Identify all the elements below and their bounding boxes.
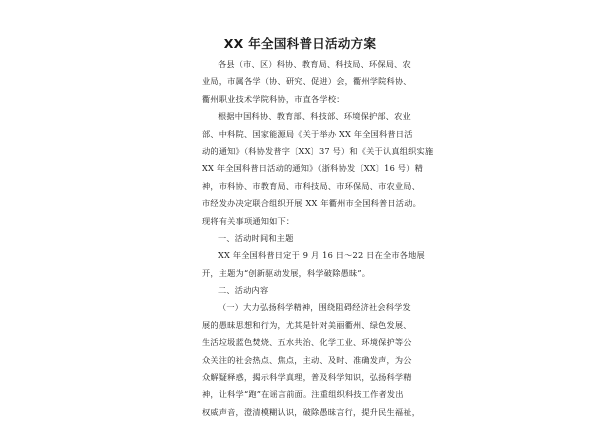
document-body — [202, 56, 434, 421]
body-line: 衢州职业技术学院科协，市直各学校： — [202, 93, 345, 104]
body-line: 开，主题为“创新驱动发展，科学破除愚昧”。 — [202, 267, 371, 278]
body-line: 生活垃圾蓝色焚烧、五水共治、化学工业、环境保护等公 — [202, 337, 412, 348]
body-line: （一）大力弘扬科学精神，围绕阻碍经济社会科学发 — [218, 302, 411, 313]
body-line: 市经发办决定联合组织开展 XX 年衢州市全国科普日活动。 — [202, 198, 421, 209]
document-title: XX 年全国科普日活动方案 — [223, 36, 377, 51]
body-line: 众关注的社会热点、焦点，主动、及时、准确发声，为公 — [202, 354, 412, 365]
section-heading: 二、活动内容 — [218, 285, 269, 296]
body-line: 现将有关事项通知如下： — [202, 215, 295, 226]
body-line: 神，让科学“跑”在谣言前面。注重组织科技工作者发出 — [202, 389, 404, 400]
body-line: 各县（市、区）科协、教育局、科技局、环保局、农 — [218, 59, 411, 69]
body-line: 展的愚昧思想和行为，尤其是针对美丽衢州、绿色发展、 — [202, 319, 412, 330]
body-line: 动的通知》（科协发普字〔XX〕37 号）和《关于认真组织实施 — [202, 145, 434, 156]
body-line: 众解疑释惑，揭示科学真理，普及科学知识，弘扬科学精 — [202, 372, 412, 383]
section-heading: 一、活动时间和主题 — [218, 232, 294, 243]
body-line: 权威声音，澄清模糊认识，破除愚昧言行，提升民生福祉， — [202, 406, 421, 417]
body-line: 神，市科协、市教育局、市科技局、市环保局、市农业局、 — [202, 180, 421, 191]
body-line: XX 年全国科普日活动的通知》（浙科协发〔XX〕16 号）精 — [202, 163, 423, 174]
body-line: XX 年全国科普日定于 9 月 16 日～22 日在全市各地展 — [218, 250, 425, 261]
body-line: 根据中国科协、教育部、科技部、环境保护部、农业 — [218, 111, 411, 122]
body-line: 业局，市属各学（协、研究、促进）会，衢州学院科协、 — [202, 76, 412, 87]
body-line: 部、中科院、国家能源局《关于举办 XX 年全国科普日活 — [202, 128, 413, 139]
